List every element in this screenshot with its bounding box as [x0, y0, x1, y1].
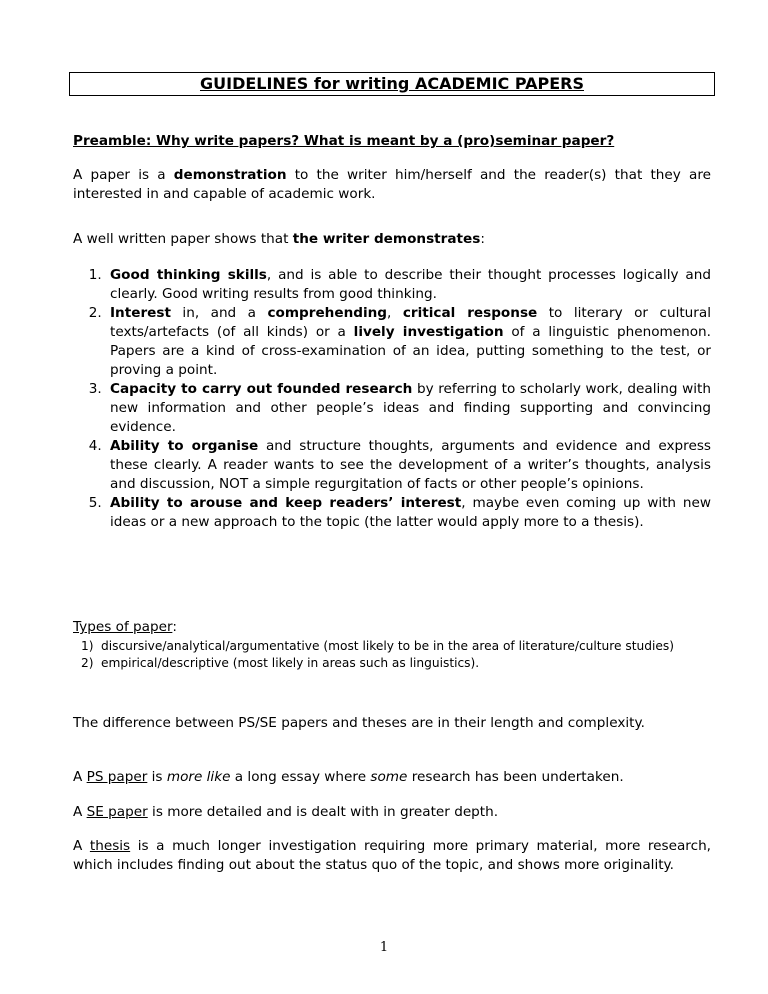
title-box	[69, 72, 715, 96]
text-run: is a much longer investigation requiring more primary material, more research, which includes finding out about the status quo of the topic, and shows more originality.	[73, 838, 712, 873]
italic-run: more like	[166, 769, 231, 785]
text-run: is	[147, 769, 167, 785]
text-run: in, and a	[170, 305, 268, 321]
list-item	[81, 655, 711, 672]
text-run: A paper is a	[73, 167, 174, 183]
types-heading	[73, 618, 711, 637]
text-run: A	[73, 838, 90, 854]
types-list	[78, 638, 711, 672]
text-run: , and is able to describe their thought processes logically and clearly. Good writing results from good thinking.	[110, 267, 712, 302]
preamble-paragraph-2	[73, 230, 711, 249]
list-item	[106, 266, 711, 304]
list-item	[106, 380, 711, 437]
text-run: a long essay where	[230, 769, 371, 785]
ps-paper-paragraph	[73, 768, 711, 787]
demonstrations-list	[78, 266, 711, 532]
text-run: to the writer him/herself and the reader(s) that they are interested in and capable of academic work.	[73, 167, 711, 202]
types-label: Types of paper	[73, 619, 173, 635]
list-item	[81, 638, 711, 655]
se-paper-paragraph	[73, 803, 711, 822]
list-item	[106, 437, 711, 494]
list-item	[106, 304, 711, 380]
item-number: 1)	[81, 639, 94, 653]
text-run: is more detailed and is dealt with in greater depth.	[147, 804, 499, 820]
bold-run: Good thinking skills	[110, 267, 267, 283]
text-run: research has been undertaken.	[407, 769, 624, 785]
item-text: empirical/descriptive (most likely in areas such as linguistics).	[101, 656, 480, 670]
text-run: ,	[387, 305, 403, 321]
item-text: discursive/analytical/argumentative (most likely to be in the area of literature/culture studies)	[101, 639, 674, 653]
bold-run: comprehending	[267, 305, 388, 321]
item-number: 2)	[81, 656, 94, 670]
bold-run: Ability to organise	[110, 438, 259, 454]
text-run: :	[480, 231, 485, 247]
thesis-paragraph	[73, 837, 711, 875]
text-run: A well written paper shows that	[73, 231, 293, 247]
underlined-term: PS paper	[86, 769, 148, 785]
text-run: :	[172, 619, 177, 635]
text-run: to literary or cultural texts/artefacts (of all kinds) or a	[110, 305, 711, 340]
underlined-term: SE paper	[86, 804, 148, 820]
preamble-heading-text: Preamble: Why write papers? What is meant by a (pro)seminar paper?	[73, 133, 615, 149]
difference-paragraph	[73, 714, 711, 733]
bold-run: Capacity to carry out founded research	[110, 381, 413, 397]
bold-run: the writer demonstrates	[292, 231, 481, 247]
preamble-heading	[73, 132, 711, 151]
bold-run: Ability to arouse and keep readers’ interest	[110, 495, 462, 511]
bold-run: demonstration	[173, 167, 287, 183]
underlined-term: thesis	[89, 838, 131, 854]
page-number: 1	[379, 940, 389, 955]
list-item	[106, 494, 711, 532]
text-run: by referring to scholarly work, dealing with new information and other people’s ideas and finding supporting and convincing evidence.	[110, 381, 711, 435]
page-title: GUIDELINES for writing ACADEMIC PAPERS	[199, 74, 584, 93]
preamble-paragraph-1	[73, 166, 711, 204]
text-run: The difference between PS/SE papers and theses are in their length and complexity.	[73, 715, 645, 731]
bold-run: lively investigation	[353, 324, 504, 340]
text-run: and structure thoughts, arguments and evidence and express these clearly. A reader wants to see the development of a writer’s thoughts, analysis and discussion, NOT a simple regurgitation of facts or other people’s opinions.	[110, 438, 711, 492]
italic-run: some	[370, 769, 408, 785]
bold-run: Interest	[110, 305, 171, 321]
text-run: , maybe even coming up with new ideas or a new approach to the topic (the latter would apply more to a thesis).	[110, 495, 712, 530]
text-run: of a linguistic phenomenon. Papers are a kind of cross-examination of an idea, putting something to the test, or proving a point.	[110, 324, 711, 378]
bold-run: critical response	[402, 305, 538, 321]
text-run: A	[73, 769, 87, 785]
text-run: A	[73, 804, 87, 820]
